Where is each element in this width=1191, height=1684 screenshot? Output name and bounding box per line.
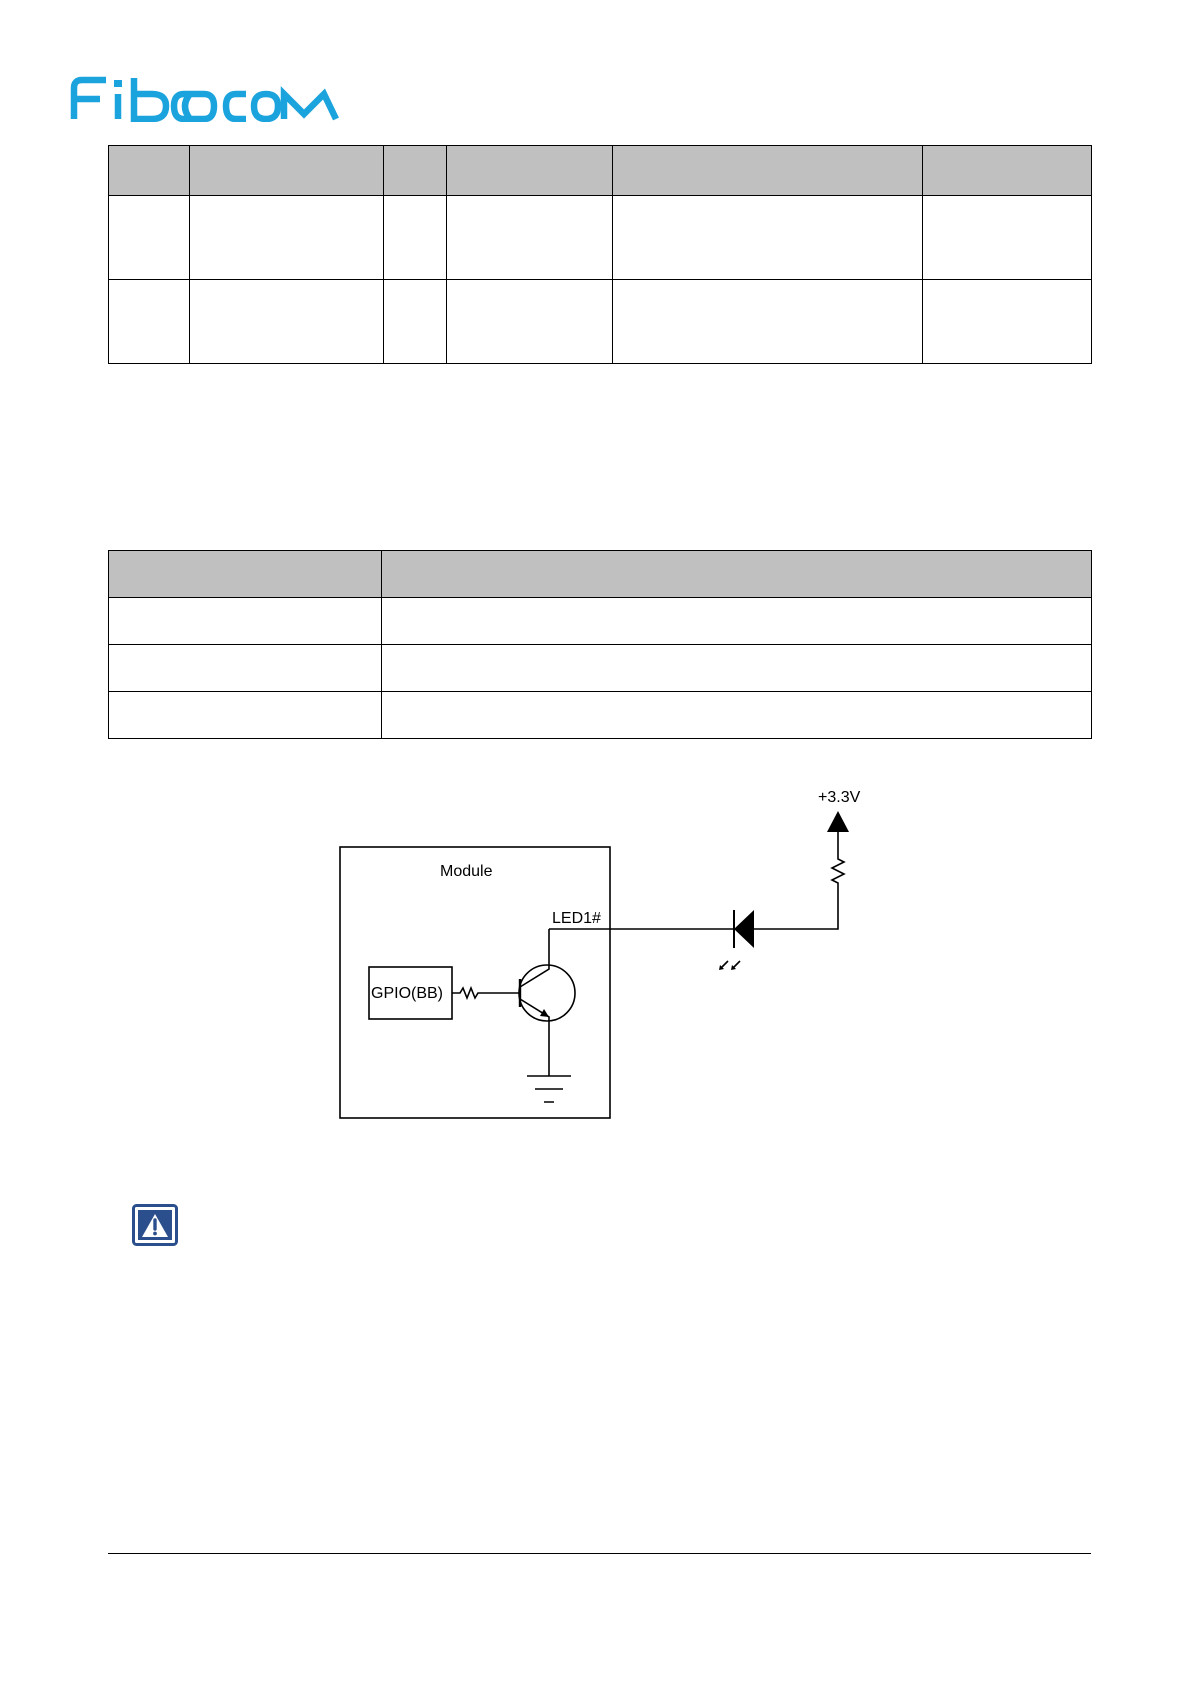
fibocom-logo <box>70 74 340 122</box>
table-cell <box>447 196 613 280</box>
module-label: Module <box>440 863 493 880</box>
table-row <box>109 645 1092 692</box>
header-cell <box>109 551 382 598</box>
table-row <box>109 598 1092 645</box>
table-cell <box>109 280 190 364</box>
pin-table <box>108 145 1092 364</box>
gpio-label: GPIO(BB) <box>371 985 444 1002</box>
led-symbol <box>734 910 754 948</box>
table-cell <box>382 692 1092 739</box>
supply-label: +3.3V <box>818 789 861 806</box>
header-cell <box>382 551 1092 598</box>
header-cell <box>613 146 923 196</box>
header-cell <box>190 146 384 196</box>
table-cell <box>190 280 384 364</box>
table-row <box>109 692 1092 739</box>
header-cell <box>384 146 447 196</box>
table-cell <box>109 692 382 739</box>
table-row <box>109 196 1092 280</box>
warning-icon <box>132 1204 178 1246</box>
header-cell <box>109 146 190 196</box>
supply-arrow-icon <box>827 811 849 832</box>
table-cell <box>447 280 613 364</box>
pin-label: LED1# <box>552 910 601 927</box>
led-circuit-diagram <box>330 775 890 1125</box>
status-table <box>108 550 1092 739</box>
ground-symbol <box>527 1076 571 1102</box>
module-box <box>340 847 610 1118</box>
table-cell <box>923 196 1092 280</box>
transistor-symbol <box>519 965 575 1021</box>
table-cell <box>109 196 190 280</box>
table-cell <box>109 598 382 645</box>
table-cell <box>109 645 382 692</box>
table-cell <box>382 645 1092 692</box>
table-cell <box>384 280 447 364</box>
table-row <box>109 280 1092 364</box>
table-cell <box>613 196 923 280</box>
table-cell <box>382 598 1092 645</box>
footer-divider <box>108 1553 1091 1554</box>
table-header-row <box>109 146 1092 196</box>
header-cell <box>447 146 613 196</box>
table-cell <box>923 280 1092 364</box>
table-header-row <box>109 551 1092 598</box>
table-cell <box>384 196 447 280</box>
header-cell <box>923 146 1092 196</box>
table-cell <box>613 280 923 364</box>
table-cell <box>190 196 384 280</box>
